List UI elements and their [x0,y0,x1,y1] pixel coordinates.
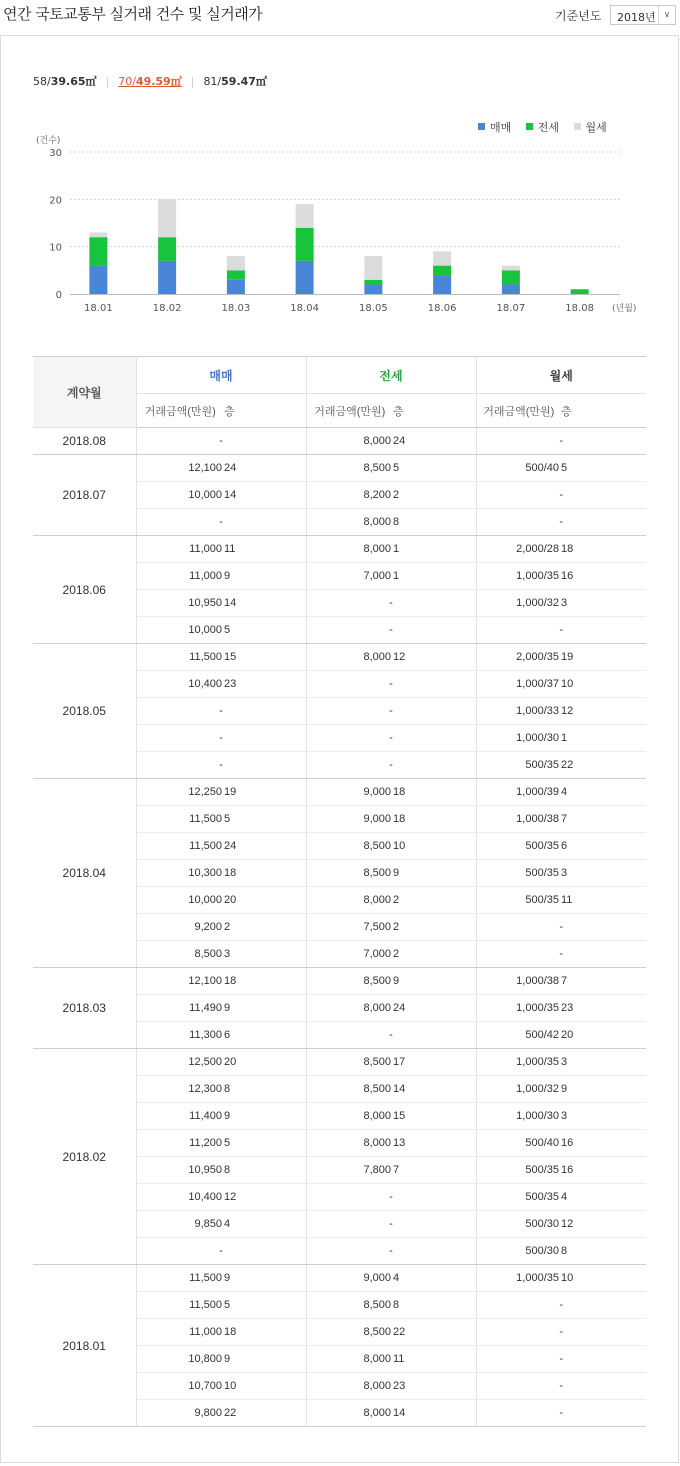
jeonse-floor-cell: 1 [393,536,476,563]
x-tick-label: 18.03 [221,303,251,314]
sale-floor-cell: 8 [224,1157,306,1184]
monthly-price-cell: - [476,941,646,968]
monthly-floor-cell: 22 [561,752,646,779]
jeonse-floor-cell: 14 [393,1076,476,1103]
jeonse-price-cell: 8,500 [306,1049,393,1076]
monthly-price-cell: 1,000/37 [476,671,561,698]
monthly-price-cell: 2,000/28 [476,536,561,563]
bar-monthly [89,232,107,237]
page-header [0,0,680,34]
sale-floor-cell: 12 [224,1184,306,1211]
sale-floor-cell: 2 [224,914,306,941]
jeonse-price-cell: 8,000 [306,644,393,671]
sale-price-cell: 11,300 [136,1022,224,1049]
jeonse-price-header: 거래금액(만원) [306,394,393,428]
sale-floor-cell: 4 [224,1211,306,1238]
transaction-count-chart [0,110,680,325]
monthly-floor-cell: 19 [561,644,646,671]
monthly-price-cell: 500/30 [476,1211,561,1238]
x-tick-label: 18.01 [84,303,113,314]
bar-sale [227,280,245,294]
monthly-group-header: 월세 [476,357,646,394]
jeonse-price-cell: 8,000 [306,428,393,455]
sale-price-cell: 11,500 [136,833,224,860]
transaction-table [33,356,646,1427]
monthly-price-cell: 500/42 [476,1022,561,1049]
table-row [33,428,646,455]
jeonse-price-cell: - [306,698,476,725]
jeonse-price-cell: 9,000 [306,779,393,806]
sale-floor-cell: 23 [224,671,306,698]
sale-floor-cell: 14 [224,482,306,509]
monthly-floor-cell: 16 [561,1130,646,1157]
monthly-price-cell: 1,000/35 [476,563,561,590]
monthly-price-header: 거래금액(만원) [476,394,561,428]
x-tick-label: 18.06 [427,303,457,314]
sale-floor-cell: 3 [224,941,306,968]
y-tick-label: 0 [55,290,62,301]
monthly-price-cell: 500/30 [476,1238,561,1265]
monthly-floor-cell: 3 [561,1049,646,1076]
monthly-price-cell: 1,000/38 [476,968,561,995]
monthly-floor-cell: 20 [561,1022,646,1049]
monthly-price-cell: - [476,617,646,644]
sale-floor-cell: 22 [224,1400,306,1427]
jeonse-floor-cell: 13 [393,1130,476,1157]
jeonse-price-cell: 9,000 [306,1265,393,1292]
sale-floor-cell: 18 [224,968,306,995]
sale-price-cell: 11,500 [136,644,224,671]
sale-price-cell: 10,000 [136,617,224,644]
jeonse-price-cell: - [306,1184,476,1211]
monthly-price-cell: 500/40 [476,455,561,482]
jeonse-floor-cell: 11 [393,1346,476,1373]
jeonse-floor-cell: 9 [393,968,476,995]
monthly-floor-cell: 7 [561,968,646,995]
jeonse-price-cell: 7,800 [306,1157,393,1184]
area-tab-58[interactable]: 58/39.65㎡ [33,75,97,88]
month-cell: 2018.03 [33,968,136,1049]
monthly-price-cell: 500/40 [476,1130,561,1157]
legend-item-jeonse: 전세 [526,121,559,134]
monthly-floor-cell: 16 [561,563,646,590]
jeonse-floor-cell: 18 [393,779,476,806]
monthly-price-cell: 500/35 [476,860,561,887]
jeonse-floor-cell: 12 [393,644,476,671]
jeonse-price-cell: 7,000 [306,941,393,968]
jeonse-floor-cell: 9 [393,860,476,887]
sale-price-cell: 9,850 [136,1211,224,1238]
sale-floor-cell: 18 [224,860,306,887]
jeonse-price-cell: 8,500 [306,1076,393,1103]
bar-sale [502,285,520,294]
legend-item-sale: 매매 [478,121,511,134]
divider: | [190,75,195,88]
bar-sale [89,266,107,294]
sale-price-cell: 11,500 [136,1292,224,1319]
sale-price-cell: - [136,428,306,455]
jeonse-floor-cell: 17 [393,1049,476,1076]
sale-price-cell: 11,000 [136,563,224,590]
jeonse-floor-cell: 8 [393,1292,476,1319]
sale-price-cell: 10,700 [136,1373,224,1400]
sale-price-cell: - [136,752,306,779]
x-tick-label: 18.04 [290,303,319,314]
sale-floor-cell: 18 [224,1319,306,1346]
sale-price-cell: 10,000 [136,482,224,509]
legend-item-monthly: 월세 [574,121,607,134]
y-tick-label: 10 [49,242,62,254]
jeonse-floor-cell: 15 [393,1103,476,1130]
bar-jeonse [158,237,176,261]
monthly-floor-cell: 12 [561,1211,646,1238]
table-row [33,1049,646,1076]
x-tick-label: 18.08 [565,303,594,314]
jeonse-floor-cell: 10 [393,833,476,860]
monthly-floor-cell: 12 [561,698,646,725]
jeonse-price-cell: 8,500 [306,1319,393,1346]
jeonse-floor-cell: 2 [393,914,476,941]
sale-floor-cell: 5 [224,806,306,833]
sale-price-cell: 11,000 [136,536,224,563]
bar-monthly [502,266,520,271]
monthly-price-cell: - [476,428,646,455]
jeonse-price-cell: - [306,725,476,752]
bar-monthly [296,204,314,228]
sale-price-cell: 10,800 [136,1346,224,1373]
monthly-price-cell: 1,000/30 [476,1103,561,1130]
jeonse-floor-cell: 14 [393,1400,476,1427]
sale-floor-cell: 5 [224,617,306,644]
jeonse-price-cell: 8,500 [306,455,393,482]
monthly-price-cell: 500/35 [476,1157,561,1184]
jeonse-floor-cell: 2 [393,482,476,509]
bar-monthly [433,251,451,265]
sale-price-cell: 10,400 [136,1184,224,1211]
sale-price-cell: 11,000 [136,1319,224,1346]
sale-floor-cell: 14 [224,590,306,617]
jeonse-floor-cell: 18 [393,806,476,833]
sale-price-cell: 11,500 [136,1265,224,1292]
jeonse-price-cell: - [306,671,476,698]
monthly-price-cell: 500/35 [476,833,561,860]
sale-price-cell: - [136,1238,306,1265]
sale-floor-cell: 24 [224,833,306,860]
jeonse-floor-cell: 24 [393,428,476,455]
transaction-table-body [33,428,646,1427]
monthly-floor-cell: 10 [561,671,646,698]
sale-price-cell: 12,250 [136,779,224,806]
bar-jeonse [571,289,589,294]
monthly-price-cell: 1,000/35 [476,1265,561,1292]
divider: | [105,75,110,88]
jeonse-price-cell: 8,000 [306,1400,393,1427]
jeonse-floor-cell: 8 [393,509,476,536]
jeonse-price-cell: 8,000 [306,1346,393,1373]
table-row [33,1265,646,1292]
x-tick-label: 18.05 [359,303,388,314]
x-tick-label: 18.07 [496,303,526,314]
bar-sale [364,285,382,294]
monthly-floor-cell: 3 [561,1103,646,1130]
jeonse-floor-cell: 5 [393,455,476,482]
monthly-floor-cell: 23 [561,995,646,1022]
monthly-price-cell: 1,000/35 [476,995,561,1022]
sale-price-cell: 9,800 [136,1400,224,1427]
sale-price-cell: 8,500 [136,941,224,968]
bar-jeonse [89,237,107,265]
sale-floor-cell: 6 [224,1022,306,1049]
jeonse-price-cell: - [306,590,476,617]
monthly-floor-cell: 7 [561,806,646,833]
monthly-price-cell: 1,000/30 [476,725,561,752]
month-column-header: 계약월 [33,357,136,428]
monthly-floor-cell: 8 [561,1238,646,1265]
jeonse-floor-header: 층 [393,394,476,428]
sale-floor-cell: 15 [224,644,306,671]
monthly-price-cell: 500/35 [476,1184,561,1211]
bar-sale [158,261,176,294]
sale-floor-cell: 9 [224,995,306,1022]
monthly-price-cell: 1,000/35 [476,1049,561,1076]
y-tick-label: 30 [49,148,62,159]
jeonse-floor-cell: 1 [393,563,476,590]
jeonse-price-cell: - [306,1022,476,1049]
monthly-price-cell: 1,000/32 [476,1076,561,1103]
chevron-down-icon[interactable]: ∨ [658,6,675,24]
sale-price-cell: 10,950 [136,590,224,617]
jeonse-price-cell: 8,000 [306,1373,393,1400]
jeonse-price-cell: - [306,752,476,779]
table-row [33,644,646,671]
jeonse-floor-cell: 4 [393,1265,476,1292]
year-select-value: 2018년 [617,11,656,24]
monthly-floor-cell: 5 [561,455,646,482]
sale-floor-cell: 8 [224,1076,306,1103]
monthly-price-cell: - [476,482,646,509]
table-row [33,536,646,563]
monthly-price-cell: 1,000/33 [476,698,561,725]
jeonse-floor-cell: 22 [393,1319,476,1346]
jeonse-price-cell: 8,500 [306,833,393,860]
monthly-floor-cell: 4 [561,779,646,806]
monthly-floor-cell: 6 [561,833,646,860]
monthly-price-cell: - [476,1319,646,1346]
bar-jeonse [296,228,314,261]
sale-floor-cell: 24 [224,455,306,482]
bar-monthly [364,256,382,280]
monthly-floor-cell: 11 [561,887,646,914]
sale-price-cell: 10,000 [136,887,224,914]
sale-floor-cell: 5 [224,1130,306,1157]
monthly-price-cell: 1,000/38 [476,806,561,833]
bar-sale [296,261,314,294]
jeonse-price-cell: 8,200 [306,482,393,509]
month-cell: 2018.06 [33,536,136,644]
monthly-floor-cell: 4 [561,1184,646,1211]
y-tick-label: 20 [49,195,62,207]
jeonse-group-header: 전세 [306,357,476,394]
monthly-floor-cell: 3 [561,590,646,617]
bar-jeonse [433,266,451,275]
month-cell: 2018.05 [33,644,136,779]
bar-monthly [158,199,176,237]
x-tick-label: 18.02 [152,303,182,314]
monthly-floor-cell: 9 [561,1076,646,1103]
sale-price-cell: 12,300 [136,1076,224,1103]
monthly-price-cell: - [476,509,646,536]
jeonse-floor-cell: 7 [393,1157,476,1184]
sale-floor-cell: 20 [224,887,306,914]
sale-price-cell: 11,400 [136,1103,224,1130]
sale-floor-cell: 9 [224,1103,306,1130]
sale-price-cell: 12,100 [136,455,224,482]
sale-price-cell: 10,400 [136,671,224,698]
month-cell: 2018.08 [33,428,136,455]
jeonse-floor-cell: 23 [393,1373,476,1400]
jeonse-price-cell: 9,000 [306,806,393,833]
jeonse-price-cell: - [306,617,476,644]
sale-floor-header: 층 [224,394,306,428]
monthly-price-cell: - [476,1373,646,1400]
x-axis-label: (년월) [612,304,637,314]
jeonse-floor-cell: 24 [393,995,476,1022]
jeonse-price-cell: 8,000 [306,887,393,914]
sale-floor-cell: 10 [224,1373,306,1400]
sale-price-cell: - [136,698,306,725]
sale-floor-cell: 9 [224,1265,306,1292]
area-tab-70[interactable]: 70/49.59㎡ [118,75,182,88]
monthly-floor-cell: 16 [561,1157,646,1184]
jeonse-price-cell: 8,500 [306,860,393,887]
table-row [33,968,646,995]
jeonse-price-cell: 7,500 [306,914,393,941]
jeonse-price-cell: 8,000 [306,1130,393,1157]
sale-floor-cell: 20 [224,1049,306,1076]
sale-floor-cell: 11 [224,536,306,563]
sale-price-cell: 12,100 [136,968,224,995]
sale-price-header: 거래금액(만원) [136,394,224,428]
table-row [33,779,646,806]
bar-monthly [227,256,245,270]
year-filter-label: 기준년도 [555,9,602,23]
sale-floor-cell: 9 [224,563,306,590]
page-title: 연간 국토교통부 실거래 건수 및 실거래가 [3,5,263,23]
jeonse-price-cell: 8,000 [306,509,393,536]
bar-jeonse [502,270,520,284]
monthly-price-cell: 1,000/39 [476,779,561,806]
monthly-floor-cell: 10 [561,1265,646,1292]
area-tab-81[interactable]: 81/59.47㎡ [203,75,267,88]
sale-floor-cell: 19 [224,779,306,806]
sale-floor-cell: 9 [224,1346,306,1373]
bar-jeonse [364,280,382,285]
monthly-floor-cell: 18 [561,536,646,563]
sale-price-cell: - [136,509,306,536]
monthly-price-cell: - [476,914,646,941]
y-axis-label: (건수) [36,136,61,146]
sale-group-header: 매매 [136,357,306,394]
monthly-price-cell: - [476,1292,646,1319]
month-cell: 2018.02 [33,1049,136,1265]
month-cell: 2018.07 [33,455,136,536]
monthly-price-cell: 500/35 [476,752,561,779]
jeonse-floor-cell: 2 [393,887,476,914]
jeonse-price-cell: 8,000 [306,536,393,563]
jeonse-floor-cell: 2 [393,941,476,968]
bar-jeonse [227,270,245,279]
monthly-price-cell: - [476,1346,646,1373]
jeonse-price-cell: 8,000 [306,1103,393,1130]
sale-price-cell: 12,500 [136,1049,224,1076]
bar-sale [433,275,451,294]
month-cell: 2018.04 [33,779,136,968]
sale-price-cell: 10,950 [136,1157,224,1184]
monthly-floor-header: 층 [561,394,646,428]
sale-price-cell: 11,490 [136,995,224,1022]
sale-price-cell: 10,300 [136,860,224,887]
month-cell: 2018.01 [33,1265,136,1427]
sale-price-cell: - [136,725,306,752]
monthly-floor-cell: 3 [561,860,646,887]
sale-price-cell: 9,200 [136,914,224,941]
jeonse-price-cell: 7,000 [306,563,393,590]
table-row [33,455,646,482]
jeonse-price-cell: 8,500 [306,1292,393,1319]
area-tabs [33,73,267,89]
monthly-floor-cell: 1 [561,725,646,752]
jeonse-price-cell: 8,000 [306,995,393,1022]
sale-price-cell: 11,200 [136,1130,224,1157]
jeonse-price-cell: 8,500 [306,968,393,995]
monthly-price-cell: 2,000/35 [476,644,561,671]
monthly-price-cell: 500/35 [476,887,561,914]
jeonse-price-cell: - [306,1211,476,1238]
monthly-price-cell: 1,000/32 [476,590,561,617]
jeonse-price-cell: - [306,1238,476,1265]
sale-floor-cell: 5 [224,1292,306,1319]
year-select[interactable] [610,5,676,25]
sale-price-cell: 11,500 [136,806,224,833]
monthly-price-cell: - [476,1400,646,1427]
